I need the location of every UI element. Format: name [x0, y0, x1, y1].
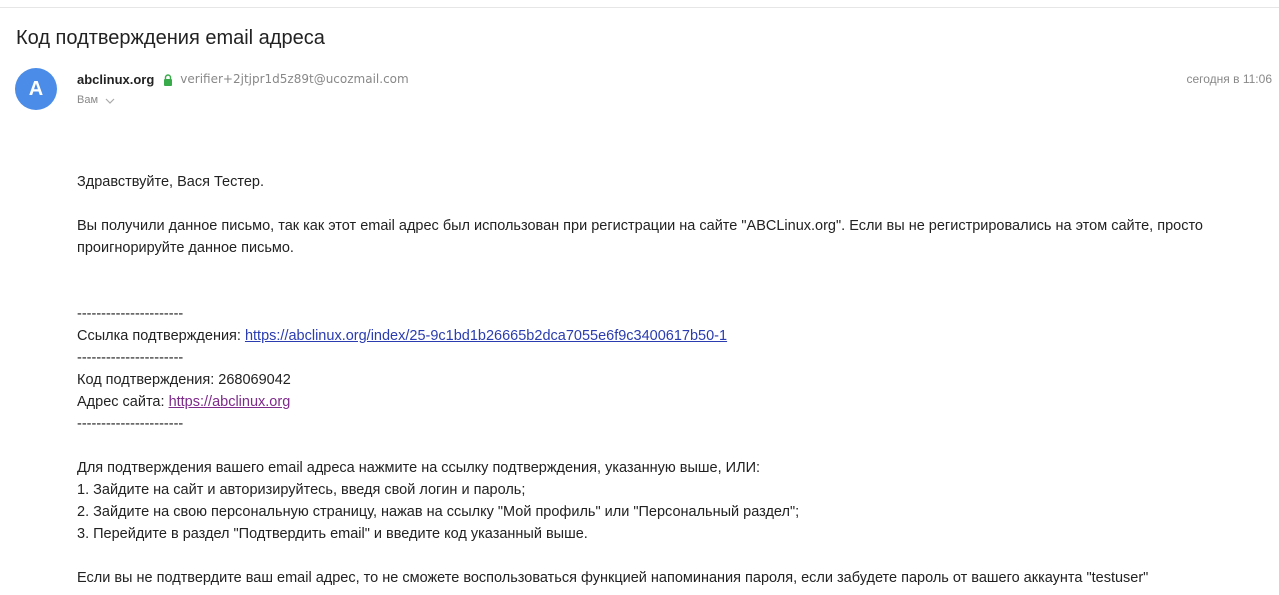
separator: ---------------------- [77, 306, 184, 322]
instructions-intro: Для подтверждения вашего email адреса нажмите на ссылку подтверждения, указанную выше, ИЛИ: [77, 460, 761, 476]
confirm-code-row [77, 369, 1257, 391]
avatar-letter: A [28, 77, 44, 100]
instruction-step-2: 2. Зайдите на свою персональную страницу, нажав на ссылку "Мой профиль" или "Персональный раздел"; [77, 504, 800, 520]
separator: ---------------------- [77, 416, 184, 432]
instruction-step-3: 3. Перейдите в раздел "Подтвердить email" и введите код указанный выше. [77, 526, 588, 542]
lock-icon [163, 73, 173, 85]
site-link[interactable]: https://abclinux.org [168, 394, 291, 410]
site-row [77, 391, 1257, 413]
confirm-code-label: Код подтверждения: [77, 372, 219, 388]
site-label: Адрес сайта: [77, 394, 169, 410]
sender-email[interactable]: verifier+2jtjpr1d5z89t@ucozmail.com [180, 72, 409, 86]
confirm-code: 268069042 [218, 372, 291, 388]
confirm-link-row [77, 325, 1257, 347]
recipient-label: Вам [77, 94, 99, 106]
warning-paragraph: Если вы не подтвердите ваш email адрес, то не сможете воспользоваться функцией напоминания пароля, если забудете пароль от вашего аккаунта "testuser" [77, 570, 1149, 586]
top-divider [0, 7, 1279, 8]
sender-avatar[interactable] [15, 68, 57, 110]
email-subject: Код подтверждения email адреса [16, 27, 325, 49]
sender-line [77, 70, 409, 88]
confirm-link-label: Ссылка подтверждения: [77, 328, 245, 344]
recipient-toggle[interactable] [77, 92, 115, 108]
instruction-step-1: 1. Зайдите на сайт и авторизируйтесь, введя свой логин и пароль; [77, 482, 526, 498]
chevron-down-icon[interactable] [105, 96, 115, 104]
intro-paragraph: Вы получили данное письмо, так как этот email адрес был использован при регистрации на сайте "ABCLinux.org". Если вы не регистрировались на этом сайте, просто проигнорируйте данное письмо. [77, 218, 1204, 256]
greeting: Здравствуйте, Вася Тестер. [77, 174, 264, 190]
sender-name[interactable]: abclinux.org [77, 71, 155, 87]
email-timestamp: сегодня в 11:06 [1186, 72, 1272, 86]
separator: ---------------------- [77, 350, 184, 366]
confirm-link[interactable]: https://abclinux.org/index/25-9c1bd1b26665b2dca7055e6f9c3400617b50-1 [244, 328, 728, 344]
email-body [77, 171, 1257, 589]
